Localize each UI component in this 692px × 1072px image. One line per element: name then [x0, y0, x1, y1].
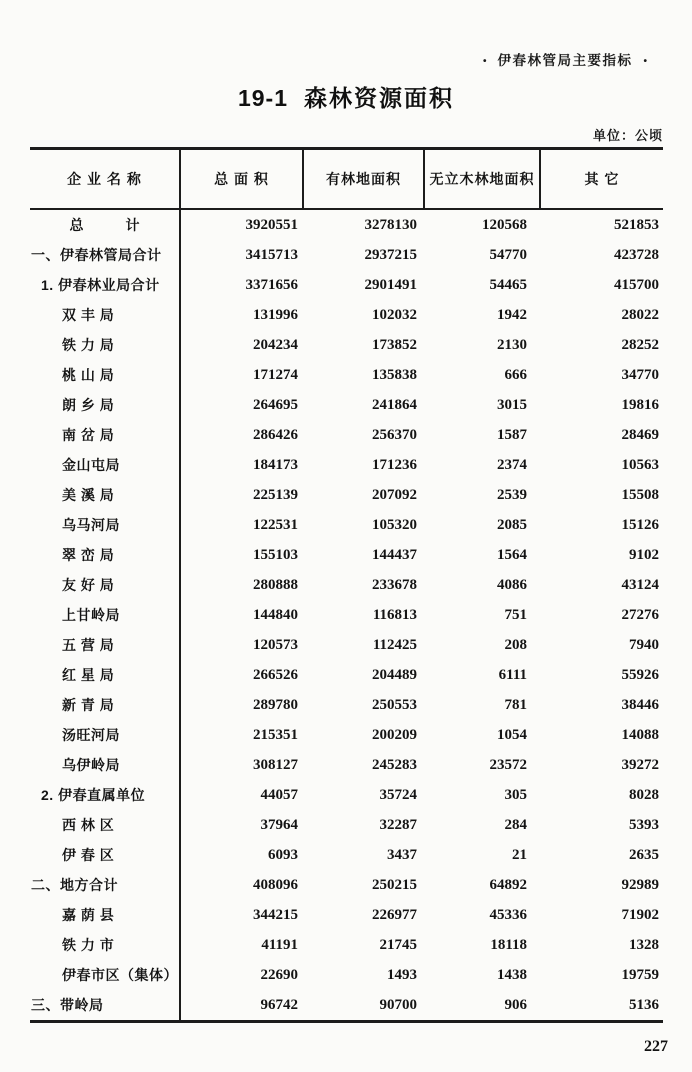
table-row: [30, 510, 663, 540]
row-value: 3437: [387, 846, 417, 863]
table-row: [30, 600, 663, 630]
header-bullet-left-icon: •: [482, 56, 487, 67]
row-value: 233678: [372, 576, 417, 593]
row-label: 朗 乡 局: [30, 390, 180, 420]
row-value: 2635: [629, 846, 659, 863]
row-label: 伊 春 区: [30, 840, 180, 870]
row-label: 铁 力 局: [30, 330, 180, 360]
running-header-text: 伊春林管局主要指标: [497, 53, 633, 68]
row-value: 1942: [497, 306, 527, 323]
row-value: 3278130: [364, 216, 417, 233]
row-value: 225139: [253, 486, 298, 503]
row-value: 2085: [497, 516, 527, 533]
row-value: 6111: [498, 666, 527, 683]
row-value: 55926: [621, 666, 659, 683]
table-body: [30, 209, 663, 1022]
table-row: [30, 990, 663, 1022]
table-title-text: 森林资源面积: [304, 85, 455, 111]
row-value: 45336: [489, 906, 527, 923]
row-label: 2. 伊春直属单位: [30, 780, 180, 810]
forest-area-table: [30, 147, 663, 1023]
table-row: [30, 450, 663, 480]
row-value: 241864: [372, 396, 417, 413]
row-value: 96742: [260, 996, 298, 1013]
col-header-total-area: 总 面 积: [180, 149, 303, 210]
row-value: 256370: [372, 426, 417, 443]
row-value: 21745: [379, 936, 417, 953]
header-bullet-right-icon: •: [643, 56, 647, 67]
row-value: 18118: [490, 936, 527, 953]
row-value: 2130: [497, 336, 527, 353]
row-value: 8028: [629, 786, 659, 803]
row-value: 28022: [621, 306, 659, 323]
row-label: 铁 力 市: [30, 930, 180, 960]
unit-label: 单位：公顷: [592, 128, 663, 143]
row-value: 28469: [621, 426, 659, 443]
row-value: 19759: [621, 966, 659, 983]
row-value: 666: [504, 366, 527, 383]
row-value: 120573: [253, 636, 298, 653]
row-value: 200209: [372, 726, 417, 743]
row-value: 34770: [621, 366, 659, 383]
row-value: 112425: [372, 636, 417, 653]
row-value: 264695: [253, 396, 298, 413]
row-value: 9102: [629, 546, 659, 563]
row-label: 伊春市区（集体）: [30, 960, 180, 990]
row-label: 三、带岭局: [30, 990, 180, 1022]
row-value: 308127: [253, 756, 298, 773]
table-row: [30, 360, 663, 390]
row-value: 344215: [253, 906, 298, 923]
table-row: [30, 810, 663, 840]
row-label: 汤旺河局: [30, 720, 180, 750]
row-value: 1328: [629, 936, 659, 953]
row-value: 2374: [497, 456, 527, 473]
row-value: 4086: [497, 576, 527, 593]
row-value: 284: [504, 816, 527, 833]
row-value: 21: [512, 846, 527, 863]
row-value: 15126: [621, 516, 659, 533]
row-value: 41191: [261, 936, 298, 953]
row-value: 1587: [497, 426, 527, 443]
row-value: 15508: [621, 486, 659, 503]
row-value: 305: [504, 786, 527, 803]
table-row: [30, 870, 663, 900]
row-label: 新 青 局: [30, 690, 180, 720]
table-row: [30, 750, 663, 780]
row-value: 120568: [482, 216, 527, 233]
row-value: 54465: [489, 276, 527, 293]
table-row: [30, 300, 663, 330]
row-value: 3920551: [245, 216, 298, 233]
row-value: 266526: [253, 666, 298, 683]
row-value: 90700: [379, 996, 417, 1013]
row-value: 22690: [260, 966, 298, 983]
row-value: 39272: [621, 756, 659, 773]
row-value: 5393: [629, 816, 659, 833]
row-label: 金山屯局: [30, 450, 180, 480]
row-value: 171236: [372, 456, 417, 473]
row-label: 双 丰 局: [30, 300, 180, 330]
table-row: [30, 660, 663, 690]
table-row: [30, 330, 663, 360]
row-label: 桃 山 局: [30, 360, 180, 390]
row-value: 27276: [621, 606, 659, 623]
row-label: 嘉 荫 县: [30, 900, 180, 930]
table-row: [30, 240, 663, 270]
row-label: 乌伊岭局: [30, 750, 180, 780]
row-value: 10563: [621, 456, 659, 473]
row-value: 1493: [387, 966, 417, 983]
row-value: 71902: [621, 906, 659, 923]
row-label: 一、伊春林管局合计: [30, 240, 180, 270]
row-label: 红 星 局: [30, 660, 180, 690]
table-row: [30, 209, 663, 240]
table-row: [30, 420, 663, 450]
row-value: 906: [504, 996, 527, 1013]
row-value: 289780: [253, 696, 298, 713]
row-value: 423728: [614, 246, 659, 263]
row-value: 102032: [372, 306, 417, 323]
row-value: 64892: [489, 876, 527, 893]
row-label: 总 计: [30, 209, 180, 240]
row-value: 44057: [260, 786, 298, 803]
row-value: 2901491: [364, 276, 417, 293]
row-value: 286426: [253, 426, 298, 443]
row-value: 5136: [629, 996, 659, 1013]
row-value: 43124: [621, 576, 659, 593]
row-value: 226977: [372, 906, 417, 923]
row-value: 144437: [372, 546, 417, 563]
row-value: 521853: [614, 216, 659, 233]
table-row: [30, 480, 663, 510]
row-value: 173852: [372, 336, 417, 353]
table-row: [30, 390, 663, 420]
row-value: 3415713: [245, 246, 298, 263]
row-value: 135838: [372, 366, 417, 383]
col-header-forested-area: 有林地面积: [303, 149, 424, 210]
row-label: 西 林 区: [30, 810, 180, 840]
row-value: 35724: [379, 786, 417, 803]
row-value: 3015: [497, 396, 527, 413]
row-value: 37964: [260, 816, 298, 833]
row-value: 122531: [253, 516, 298, 533]
header-row: [30, 149, 663, 210]
row-value: 92989: [621, 876, 659, 893]
page-title: [0, 80, 692, 113]
row-value: 171274: [253, 366, 298, 383]
row-value: 54770: [489, 246, 527, 263]
row-value: 245283: [372, 756, 417, 773]
row-value: 184173: [253, 456, 298, 473]
page-number: 227: [644, 1038, 668, 1055]
row-value: 19816: [621, 396, 659, 413]
table-row: [30, 690, 663, 720]
row-value: 1564: [497, 546, 527, 563]
row-label: 上甘岭局: [30, 600, 180, 630]
table-row: [30, 840, 663, 870]
row-value: 14088: [621, 726, 659, 743]
row-value: 28252: [621, 336, 659, 353]
table-row: [30, 720, 663, 750]
row-value: 204234: [253, 336, 298, 353]
table-row: [30, 630, 663, 660]
col-header-nonstocked-area: 无立木林地面积: [424, 149, 540, 210]
row-label: 乌马河局: [30, 510, 180, 540]
row-value: 7940: [629, 636, 659, 653]
col-header-enterprise: 企 业 名 称: [30, 149, 180, 210]
row-value: 1438: [497, 966, 527, 983]
row-label: 美 溪 局: [30, 480, 180, 510]
row-value: 131996: [253, 306, 298, 323]
row-value: 280888: [253, 576, 298, 593]
col-header-other: 其 它: [540, 149, 663, 210]
row-value: 116813: [372, 606, 417, 623]
table-row: [30, 900, 663, 930]
row-label: 翠 峦 局: [30, 540, 180, 570]
row-value: 144840: [253, 606, 298, 623]
row-value: 105320: [372, 516, 417, 533]
row-value: 781: [504, 696, 527, 713]
row-value: 155103: [253, 546, 298, 563]
row-value: 1054: [497, 726, 527, 743]
row-value: 751: [504, 606, 527, 623]
table-row: [30, 540, 663, 570]
table-row: [30, 930, 663, 960]
row-value: 250215: [372, 876, 417, 893]
table-number: 19-1: [237, 85, 289, 111]
running-header: [472, 49, 658, 69]
row-value: 250553: [372, 696, 417, 713]
table-header: [30, 149, 663, 210]
row-value: 32287: [379, 816, 417, 833]
row-label: 1. 伊春林业局合计: [30, 270, 180, 300]
row-value: 415700: [614, 276, 659, 293]
table-row: [30, 960, 663, 990]
row-value: 207092: [372, 486, 417, 503]
table-row: [30, 270, 663, 300]
row-label: 友 好 局: [30, 570, 180, 600]
row-value: 23572: [489, 756, 527, 773]
row-value: 6093: [268, 846, 298, 863]
row-value: 38446: [621, 696, 659, 713]
table-row: [30, 570, 663, 600]
row-value: 215351: [253, 726, 298, 743]
row-value: 208: [504, 636, 527, 653]
table-row: [30, 780, 663, 810]
row-label: 南 岔 局: [30, 420, 180, 450]
row-label: 五 营 局: [30, 630, 180, 660]
row-value: 204489: [372, 666, 417, 683]
row-value: 3371656: [245, 276, 298, 293]
row-label: 二、地方合计: [30, 870, 180, 900]
row-value: 408096: [253, 876, 298, 893]
row-value: 2937215: [364, 246, 417, 263]
row-value: 2539: [497, 486, 527, 503]
